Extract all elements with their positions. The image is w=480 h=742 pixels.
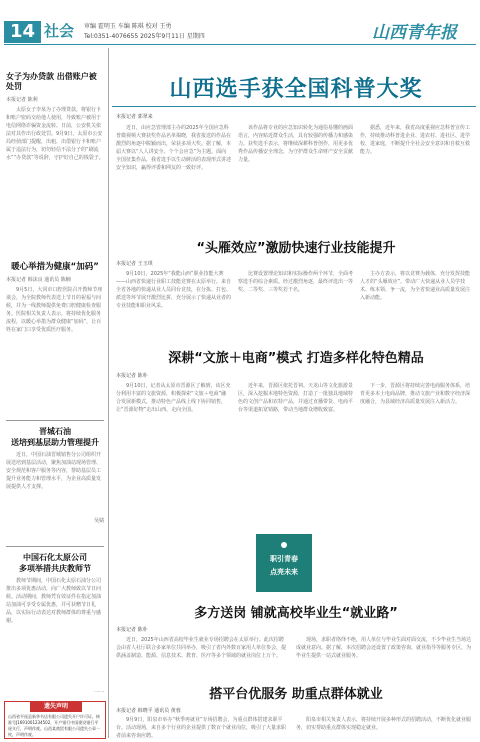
section-2-body-col1: 9月10日，2025年“我能山西”职业技能大赛——山西省快递行业职工技能竞赛在太原举行。来自全省各地的快递从业人员同台竞技，在分拣、打包、派送等环节展开激烈比拼，充分展示了快递从业者的专业技能和职业风采。	[116, 271, 231, 309]
newspaper-logo: 山西青年报	[372, 23, 457, 43]
section-5-body-col1: 9月9日，阳泉市举办“秋季再就业”专场招聘会，为重点群体搭建求职平台。活动现场，来自多个行业的企业提供了数百个就业岗位，吸引了大量求职者前来咨询应聘。	[116, 717, 287, 739]
section-3-body-col2: 近年来，晋源区依托晋祠、天龙山等文化旅游景区，深入挖掘本地特色资源，打造了一批独具地域特色的文创产品和农特产品，并通过直播带货、电商平台等渠道拓宽销路，带动当地群众增收致富。	[238, 383, 353, 413]
section-5-byline: 本报记者 韩晓平 通讯员 黄蓉	[116, 708, 181, 714]
notice-box	[4, 701, 106, 739]
sun-icon	[281, 542, 287, 548]
editor-credits: 审编 霍明玉 车编 陈琪 校对 王勇	[84, 23, 172, 30]
main-body-col2: 该作品将专业的应急知识转化为通俗易懂的画面语言，内容贴近群众生活，具有较强的传播力和感染力。获奖选手表示，将继续深耕科普创作，用更多优秀作品传播安全理念，为守护群众生命财产安全贡献力量。	[238, 125, 353, 163]
main-headline: 山西选手获全国科普大奖	[169, 77, 423, 102]
article-body: 近日，中国石油晋城销售分公司组织开展送培到基层活动，聚焦加油站现场管理、安全规范和客户服务等内容，帮助基层员工提升业务能力和管理水平，为企业高质量发展提供人才支撑。	[6, 452, 102, 490]
article-headline: 中国石化太原公司 多项举措共庆教师节	[19, 553, 91, 573]
feature-illustration	[256, 534, 312, 592]
section-2-body-col3: 主办方表示，将以竞赛为载体，充分发挥技能人才的“头雁效应”，带动广大快递从业人员学技术、练本领、争一流，为全省快递业高质量发展注入新动能。	[360, 271, 471, 301]
article-body: 太原女子李某为了办理贷款，将银行卡和账户密码交给他人使用，导致账户被用于电信网络诈骗资金流转。日前，公安机关依法对其作出行政处罚。9月9日，太原市公安局经侦部门提醒，出租、出借银行卡和账户属于违法行为，切勿轻信不法分子的“刷流水”“办贷款”等说辞，守护好自己的钱袋子。	[6, 107, 104, 161]
article-body: 教师节期间，中国石化太原石油分公司推出多项优惠活动，向广大教师致以节日问候。活动期间，教师凭有效证件在指定加油站加油可享受专属优惠，并可获赠节日礼品，以实际行动表达对教师群体的尊重与感谢。	[6, 578, 102, 624]
section-2-body-col2: 比赛设置理论知识和实际操作两个环节，全面考察选手的综合素质。经过激烈角逐，最终评选出一等奖、二等奖、三等奖若干名。	[238, 271, 353, 293]
illustration-caption-2: 点亮未来	[270, 567, 298, 576]
article-signature: 吴婧	[93, 518, 104, 524]
headline-rule	[112, 106, 476, 107]
section-3-body-col1: 9月10日，记者从太原市晋源区了解到，该区充分利用丰富的文旅资源，积极探索“文旅＋电商”融合发展新模式，推动特色产品线上线下协同销售，让“晋源好物”走出山西、走向全国。	[116, 383, 231, 413]
section-2-headline: “头雁效应”激励快速行业技能提升	[196, 241, 396, 256]
illustration-caption-1: 职引青春	[270, 554, 298, 563]
section-3-body-col3: 下一步，晋源区将持续完善电商服务体系，培育更多本土电商品牌，推动文旅产业和数字经济深度融合，为县域经济高质量发展注入新活力。	[360, 383, 471, 405]
header-rule	[4, 44, 476, 45]
article-byline: 本报记者 陈利	[6, 97, 38, 103]
section-3-headline: 深耕“文旅＋电商”模式 打造多样化特色精品	[168, 351, 424, 366]
page-header	[0, 0, 480, 44]
left-article-3	[6, 426, 104, 524]
section-4-body-col1: 近日，2025年山西省高校毕业生就业专场招聘会在太原举行。此次招聘会由省人社厅联合多家单位共同举办，吸引了省内外数百家用人单位参会，提供涵盖制造、能源、信息技术、教育、医疗等多个领域的就业岗位上万个。	[116, 637, 287, 659]
section-4-body-col2: 现场，求职者络绎不绝，用人单位与毕业生面对面交流，不少毕业生当场达成就业意向。据了解，本次招聘会还设置了政策咨询、就业指导等服务专区，为毕业生提供一站式就业服务。	[296, 637, 472, 659]
left-article-1	[6, 72, 104, 256]
section-3-byline: 本报记者 陈朴	[116, 373, 148, 379]
section-4-headline: 多方送岗 铺就高校毕业生“就业路”	[194, 606, 398, 621]
main-body-col3: 据悉，近年来，我省高度重视应急科普宣传工作，持续推动科普进企业、进农村、进社区、进学校、进家庭，不断提升全社会安全意识和自救互救能力。	[360, 125, 471, 155]
section-5-body-col2: 阳泉市相关负责人表示，将持续开展多种形式的招聘活动，不断优化就业服务，切实帮助重点群体实现稳定就业。	[296, 717, 472, 731]
main-byline: 本报记者 郭翠来	[116, 114, 153, 120]
page-number: 14	[4, 21, 41, 43]
left-article-2	[6, 262, 104, 406]
article-body: 9月5日，大同市口腔医院召开教师节座谈会，为全院教师代表送上节日的祝福与问候，并为一线教师提供免费口腔健康检查服务。医院相关负责人表示，将持续优化服务流程，以暖心举措为群众健康“加码”，让百姓在家门口享受优质医疗服务。	[6, 287, 103, 333]
section-5-headline: 搭平台优服务 助重点群体就业	[209, 687, 383, 702]
article-separator	[6, 420, 104, 421]
notice-body: 山西省平遥县新华书店有限公司遗失开户许可证，核准号J1691001234502，开户银行中国建设银行平遥支行，声明作废。山西某商贸有限公司遗失公章一枚，声明作废。	[8, 714, 100, 737]
article-headline: 晋城石油 送培到基层助力管理提升	[11, 427, 99, 447]
article-headline: 女子为办贷款 出借账户被处罚	[6, 72, 97, 91]
section-4-byline: 本报记者 陈朴	[116, 627, 148, 633]
section-2-byline: 本报记者 王玉琪	[116, 261, 153, 267]
section-name: 社会	[44, 22, 75, 40]
notice-title: 遗失声明	[30, 702, 82, 712]
article-signature: 一一	[93, 690, 104, 696]
column-divider	[108, 48, 109, 738]
main-body-col1: 近日，由应急管理部主办的2025年全国应急科普微视频大赛获奖作品名单揭晓，我省报送的作品在激烈的角逐中脱颖而出，荣获多项大奖。据了解，本届大赛以“人人讲安全、个个会应急”为主题，面向全国征集作品，我省选手以生动鲜活的表现形式讲述安全知识，赢得评委和网友的一致好评。	[116, 125, 231, 171]
article-headline: 暖心举措为健康“加码”	[11, 262, 99, 272]
left-article-4	[6, 552, 104, 696]
phone-date: Tel:0351-4076655 2025年9月11日 星期四	[84, 33, 205, 40]
article-separator	[6, 546, 104, 547]
article-byline: 本报记者 韩沫良 通讯员 陈楠	[6, 277, 71, 283]
